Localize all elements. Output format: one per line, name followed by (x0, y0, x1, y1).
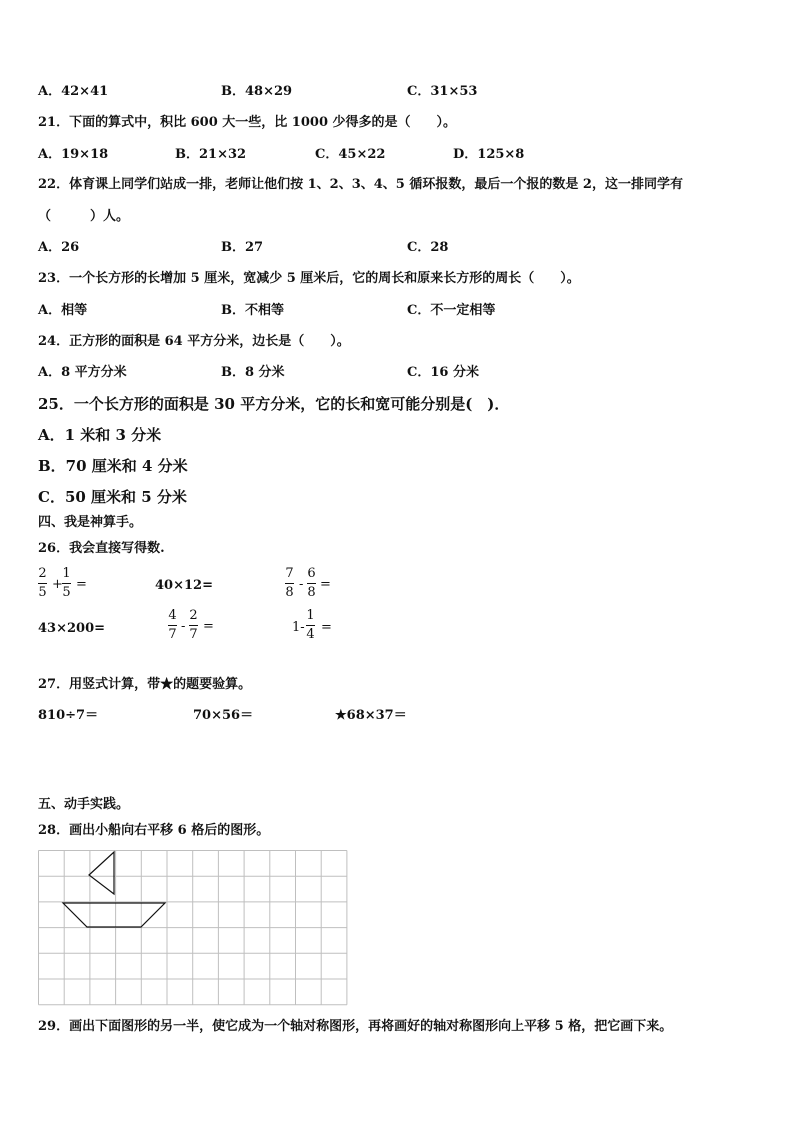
q27-stem: 27．用竖式计算，带★的题要验算。 (38, 677, 252, 692)
boat-sail (89, 852, 114, 894)
q23-option-c: C．不一定相等 (407, 303, 496, 318)
option-b: B．48×29 (221, 84, 293, 99)
numerator: 2 (189, 608, 198, 623)
q24-option-c: C．16 分米 (407, 365, 479, 380)
section-5-heading: 五、动手实践。 (38, 797, 130, 812)
option-c: C．31×53 (407, 84, 478, 99)
lead-term: 1- (292, 620, 305, 635)
operator: - (299, 577, 304, 592)
fraction-bar (189, 625, 198, 626)
section-4-heading: 四、我是神算手。 (38, 515, 143, 530)
q24-option-a: A．8 平方分米 (38, 365, 127, 380)
numerator: 6 (307, 566, 316, 581)
operator: - (181, 619, 186, 634)
fraction (189, 609, 198, 641)
denominator: 7 (168, 627, 177, 642)
equals-sign: = (203, 619, 214, 634)
q23-stem: 23．一个长方形的长增加 5 厘米，宽减少 5 厘米后，它的周长和原来长方形的周长（ ）。 (38, 271, 580, 286)
q23-option-a: A．相等 (38, 303, 88, 318)
q22-option-c: C．28 (407, 240, 449, 255)
fraction-bar (307, 583, 316, 584)
equals-sign: = (76, 577, 87, 592)
fraction-bar (168, 625, 177, 626)
denominator: 8 (307, 585, 316, 600)
q21-stem: 21．下面的算式中，积比 600 大一些，比 1000 少得多的是（ ）。 (38, 115, 457, 130)
numerator: 7 (285, 566, 294, 581)
q27-expression-1: 810÷7＝ (38, 708, 99, 723)
fraction (168, 609, 177, 641)
fraction (62, 567, 71, 599)
q22-option-a: A．26 (38, 240, 80, 255)
q21-option-a: A．19×18 (38, 147, 109, 162)
q25-option-a: A．1 米和 3 分米 (38, 426, 162, 444)
numerator: 2 (38, 566, 47, 581)
q23-option-b: B．不相等 (221, 303, 284, 318)
q26-expression-4: 43×200= (38, 621, 106, 636)
boat-figure (63, 852, 165, 927)
denominator: 7 (189, 627, 198, 642)
q27-expression-2: 70×56＝ (193, 708, 254, 723)
q24-stem: 24．正方形的面积是 64 平方分米，边长是（ ）。 (38, 334, 350, 349)
equals-sign: = (320, 577, 331, 592)
fraction-bar (285, 583, 294, 584)
q28-stem: 28．画出小船向右平移 6 格后的图形。 (38, 823, 270, 838)
fraction (38, 567, 47, 599)
q21-option-b: B．21×32 (175, 147, 247, 162)
q26-expression-2: 40×12= (155, 578, 213, 593)
fraction (306, 609, 315, 641)
denominator: 5 (38, 585, 47, 600)
q21-option-c: C．45×22 (315, 147, 386, 162)
fraction-bar (38, 583, 47, 584)
q21-option-d: D．125×8 (453, 147, 525, 162)
grid-lines (39, 851, 347, 1005)
fraction-bar (306, 625, 315, 626)
fraction-bar (62, 583, 71, 584)
denominator: 8 (285, 585, 294, 600)
q22-option-b: B．27 (221, 240, 264, 255)
q22-stem-line1: 22．体育课上同学们站成一排，老师让他们按 1、2、3、4、5 循环报数，最后一个报的数是 2，这一排同学有 (38, 177, 683, 192)
denominator: 4 (306, 627, 315, 642)
numerator: 1 (306, 608, 315, 623)
numerator: 4 (168, 608, 177, 623)
translation-grid (38, 850, 350, 1007)
fraction (307, 567, 316, 599)
q29-stem: 29．画出下面图形的另一半，使它成为一个轴对称图形，再将画好的轴对称图形向上平移 5 格，把它画下来。 (38, 1019, 673, 1034)
fraction (285, 567, 294, 599)
operator: + (52, 577, 63, 592)
q25-stem: 25．一个长方形的面积是 30 平方分米，它的长和宽可能分别是( )． (38, 395, 510, 413)
q25-option-b: B．70 厘米和 4 分米 (38, 457, 188, 475)
denominator: 5 (62, 585, 71, 600)
q26-stem: 26．我会直接写得数. (38, 541, 165, 556)
q25-option-c: C．50 厘米和 5 分米 (38, 488, 187, 506)
boat-hull (63, 903, 165, 927)
option-a: A．42×41 (38, 84, 109, 99)
q27-expression-3: ★68×37＝ (335, 708, 407, 723)
q24-option-b: B．8 分米 (221, 365, 285, 380)
q22-stem-line2: （ ）人。 (38, 209, 130, 224)
equals-sign: = (321, 620, 332, 635)
numerator: 1 (62, 566, 71, 581)
